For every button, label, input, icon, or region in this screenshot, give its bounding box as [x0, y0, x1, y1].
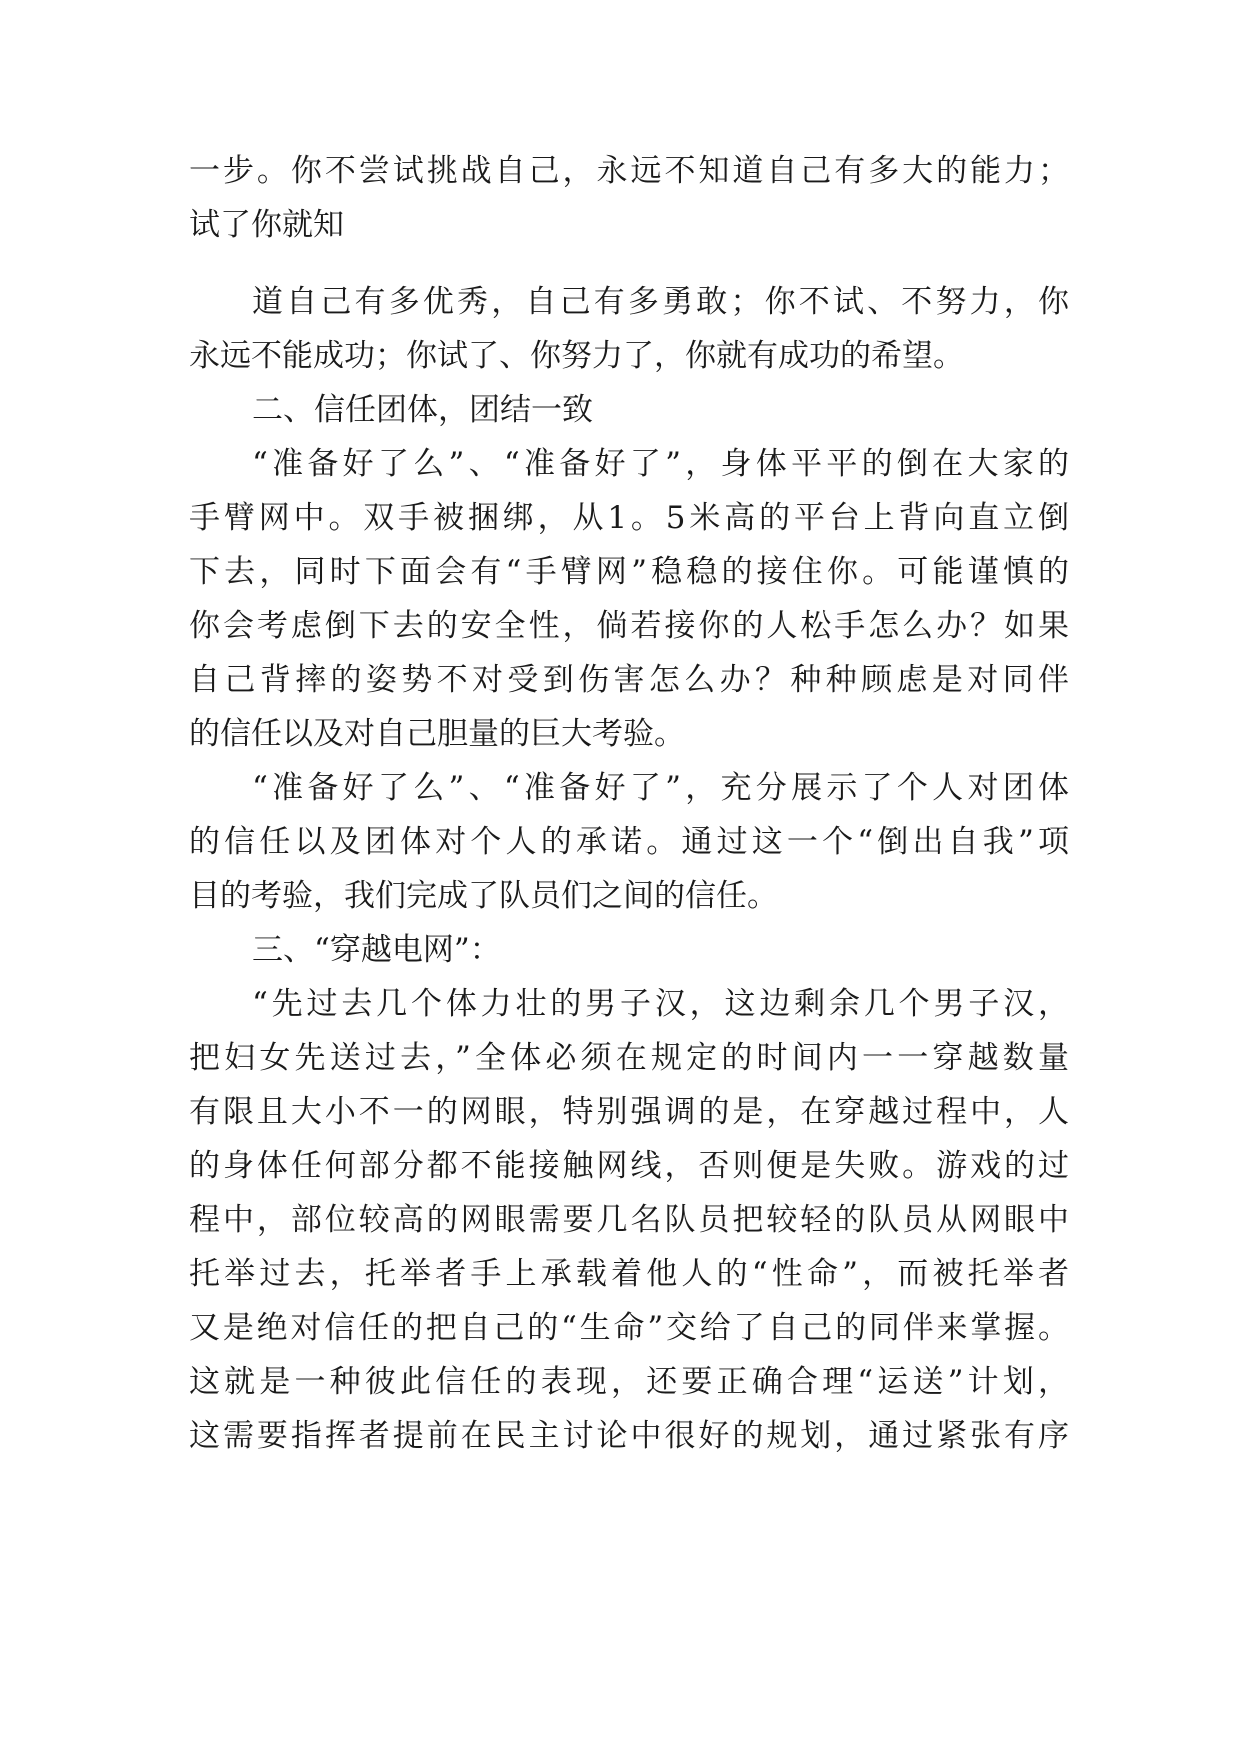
text-line: 试了你就知 — [189, 207, 344, 243]
text-line: 的身体任何部分都不能接触网线，否则便是失败。游戏的过 — [189, 1148, 1069, 1184]
text-line: 程中，部位较高的网眼需要几名队员把较轻的队员从网眼中 — [189, 1202, 1069, 1238]
text-line: 下去，同时下面会有“手臂网”稳稳的接住你。可能谨慎的 — [189, 554, 1069, 590]
text-line: 你会考虑倒下去的安全性，倘若接你的人松手怎么办？如果 — [189, 608, 1069, 644]
text-line: 又是绝对信任的把自己的“生命”交给了自己的同伴来掌握。 — [189, 1310, 1069, 1346]
section-heading: 三、“穿越电网”： — [252, 932, 501, 968]
section-heading: 二、信任团体，团结一致 — [252, 392, 593, 428]
text-line: 手臂网中。双手被捆绑，从1。5米高的平台上背向直立倒 — [189, 500, 1069, 536]
text-line: 这需要指挥者提前在民主讨论中很好的规划，通过紧张有序 — [189, 1418, 1069, 1454]
text-line: 目的考验，我们完成了队员们之间的信任。 — [189, 878, 778, 914]
text-line: 的信任以及团体对个人的承诺。通过这一个“倒出自我”项 — [189, 824, 1069, 860]
text-line: 一步。你不尝试挑战自己，永远不知道自己有多大的能力； — [189, 153, 1069, 189]
text-line: 永远不能成功；你试了、你努力了，你就有成功的希望。 — [189, 338, 964, 374]
text-line: 托举过去，托举者手上承载着他人的“性命”，而被托举者 — [189, 1256, 1069, 1292]
text-line: “准备好了么”、“准备好了”，充分展示了个人对团体 — [252, 770, 1069, 806]
text-line: 这就是一种彼此信任的表现，还要正确合理“运送”计划， — [189, 1364, 1069, 1400]
text-line: “准备好了么”、“准备好了”，身体平平的倒在大家的 — [252, 446, 1069, 482]
text-line: 的信任以及对自己胆量的巨大考验。 — [189, 716, 685, 752]
text-line: “先过去几个体力壮的男子汉，这边剩余几个男子汉， — [252, 986, 1069, 1022]
text-line: 自己背摔的姿势不对受到伤害怎么办？种种顾虑是对同伴 — [189, 662, 1069, 698]
text-line: 把妇女先送过去，”全体必须在规定的时间内一一穿越数量 — [189, 1040, 1069, 1076]
text-line: 有限且大小不一的网眼，特别强调的是，在穿越过程中，人 — [189, 1094, 1069, 1130]
text-line: 道自己有多优秀，自己有多勇敢；你不试、不努力，你 — [252, 284, 1069, 320]
